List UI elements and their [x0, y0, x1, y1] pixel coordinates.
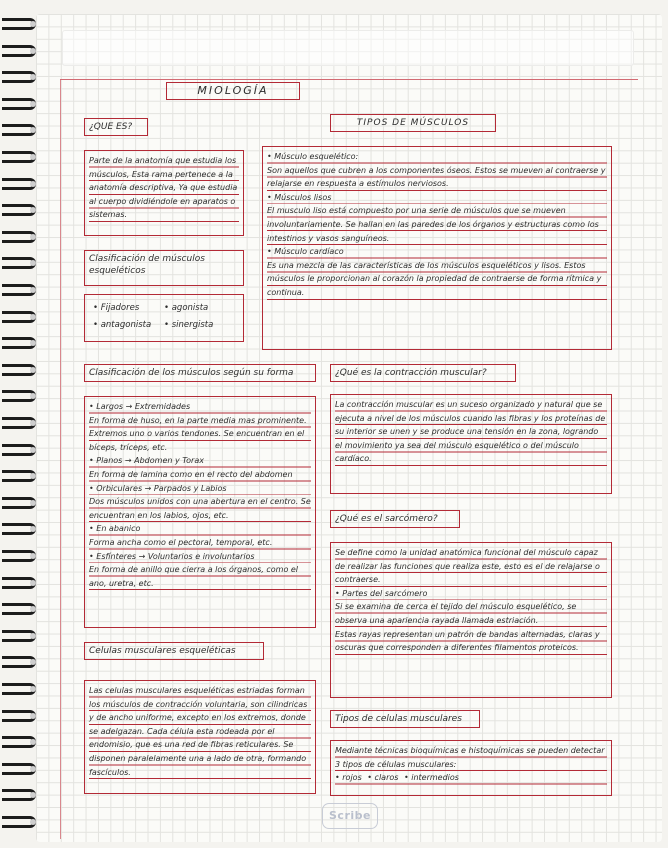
scribe-logo: Scribe — [322, 803, 378, 829]
sarcomero-line: Se define como la unidad anatómica funcional del músculo capaz de realizar las funciones que realiza este, esto es el de relajarse o contraerse. — [335, 546, 607, 587]
list-item: • sinergista — [164, 320, 214, 330]
sarcomero-header: ¿Qué es el sarcómero? — [330, 510, 460, 528]
que-es-header: ¿QUE ES? — [84, 118, 148, 136]
list-item: • rojos — [335, 773, 362, 783]
celulas-header: Celulas musculares esqueléticas — [84, 642, 264, 660]
forma-header: Clasificación de los músculos según su forma — [84, 364, 316, 382]
clasificacion-box — [84, 294, 244, 342]
sarcomero-line: • Partes del sarcómero — [335, 587, 607, 601]
clasificacion-header: Clasificación de músculos esqueléticos — [84, 250, 244, 286]
forma-line: • Largos → Extremidades — [89, 400, 311, 414]
list-item: • agonista — [164, 303, 209, 313]
sarcomero-line: Estas rayas representan un patrón de bandas alternadas, claras y oscuras que corresponden a diferentes filamentos proteicos. — [335, 628, 607, 655]
tipos-line: • Músculo cardíaco — [267, 245, 607, 259]
tipos-header: TIPOS DE MÚSCULOS — [330, 114, 496, 132]
tipos-line: • Músculo esquelético: — [267, 150, 607, 164]
list-item: • claros — [367, 773, 399, 783]
contraccion-header: ¿Qué es la contracción muscular? — [330, 364, 516, 382]
forma-line: En forma de lamina como en el recto del abdomen — [89, 468, 311, 482]
tipos-celulas-header: Tipos de celulas musculares — [330, 710, 480, 728]
que-es-box — [84, 150, 244, 236]
sarcomero-line: Si se examina de cerca el tejido del músculo esquelético, se observa una apariencia rayada llamada estriación. — [335, 600, 607, 627]
list-item: • antagonista — [93, 320, 152, 330]
forma-line: Forma ancha como el pectoral, temporal, etc. — [89, 536, 311, 550]
contraccion-text: La contracción muscular es un suceso organizado y natural que se ejecuta a nivel de los músculos cuando las fibras y los proteínas de su interior se unen y se produce una tensión en la zona, logrando el movimiento ya sea del músculo esquelético o del músculo cardíaco. — [335, 398, 607, 466]
forma-line: En forma de huso, en la parte media mas prominente. Extremos uno o varios tendones. Se encuentran en el bíceps, tríceps, etc. — [89, 414, 311, 455]
tipos-line: • Músculos lisos — [267, 191, 607, 205]
forma-line: • Esfínteres → Voluntarios e involuntarios — [89, 550, 311, 564]
forma-line: • Orbiculares → Parpados y Labios — [89, 482, 311, 496]
celulas-box — [84, 680, 316, 794]
tipos-line: El musculo liso está compuesto por una serie de músculos que se mueven involuntariamente. Se hallan en las paredes de los órganos y estructuras como los intestinos y vasos sanguíneos. — [267, 204, 607, 245]
tipos-line: Son aquellos que cubren a los componentes óseos. Estos se mueven al contraerse y relajarse en respuesta a estímulos nerviosos. — [267, 164, 607, 191]
list-item: • Fijadores — [93, 303, 140, 313]
spiral-binding — [0, 0, 40, 848]
tipos-celulas-box — [330, 740, 612, 796]
que-es-text: Parte de la anatomía que estudia los músculos, Esta rama pertenece a la anatomía descriptiva, Ya que estudia al cuerpo dividiéndole en aparatos o sistemas. — [89, 154, 239, 222]
forma-box — [84, 396, 316, 628]
tipos-celulas-text: Mediante técnicas bioquímicas e histoquímicas se pueden detectar 3 tipos de células musculares: — [335, 744, 607, 771]
list-item: • intermedios — [403, 773, 459, 783]
forma-line: • En abanico — [89, 522, 311, 536]
forma-line: Dos músculos unidos con una abertura en el centro. Se encuentran en los labios, ojos, etc. — [89, 495, 311, 522]
page-header-strip — [62, 30, 634, 66]
page-title: MIOLOGÍA — [166, 82, 300, 100]
celulas-text: Las celulas musculares esqueléticas estriadas forman los músculos de contracción voluntaria, son cilindricas y de ancho uniforme, excepto en los extremos, donde se adelgazan. Cada célula esta rodeada por el endomisio, que es una red de fibras reticulares. Se disponen paralelamente una a lado de otra, formando fascículos. — [89, 684, 311, 779]
tipos-line: Es una mezcla de las características de los músculos esqueléticos y lisos. Estos músculos le proporcionan al corazón la propiedad de contraerse de forma rítmica y continua. — [267, 259, 607, 300]
contraccion-box — [330, 394, 612, 494]
sarcomero-box — [330, 542, 612, 698]
forma-line: En forma de anillo que cierra a los órganos, como el ano, uretra, etc. — [89, 563, 311, 590]
tipos-celulas-items — [335, 771, 607, 785]
forma-line: • Planos → Abdomen y Torax — [89, 454, 311, 468]
tipos-box — [262, 146, 612, 350]
top-margin-line — [60, 79, 638, 80]
left-margin-line — [60, 79, 61, 839]
